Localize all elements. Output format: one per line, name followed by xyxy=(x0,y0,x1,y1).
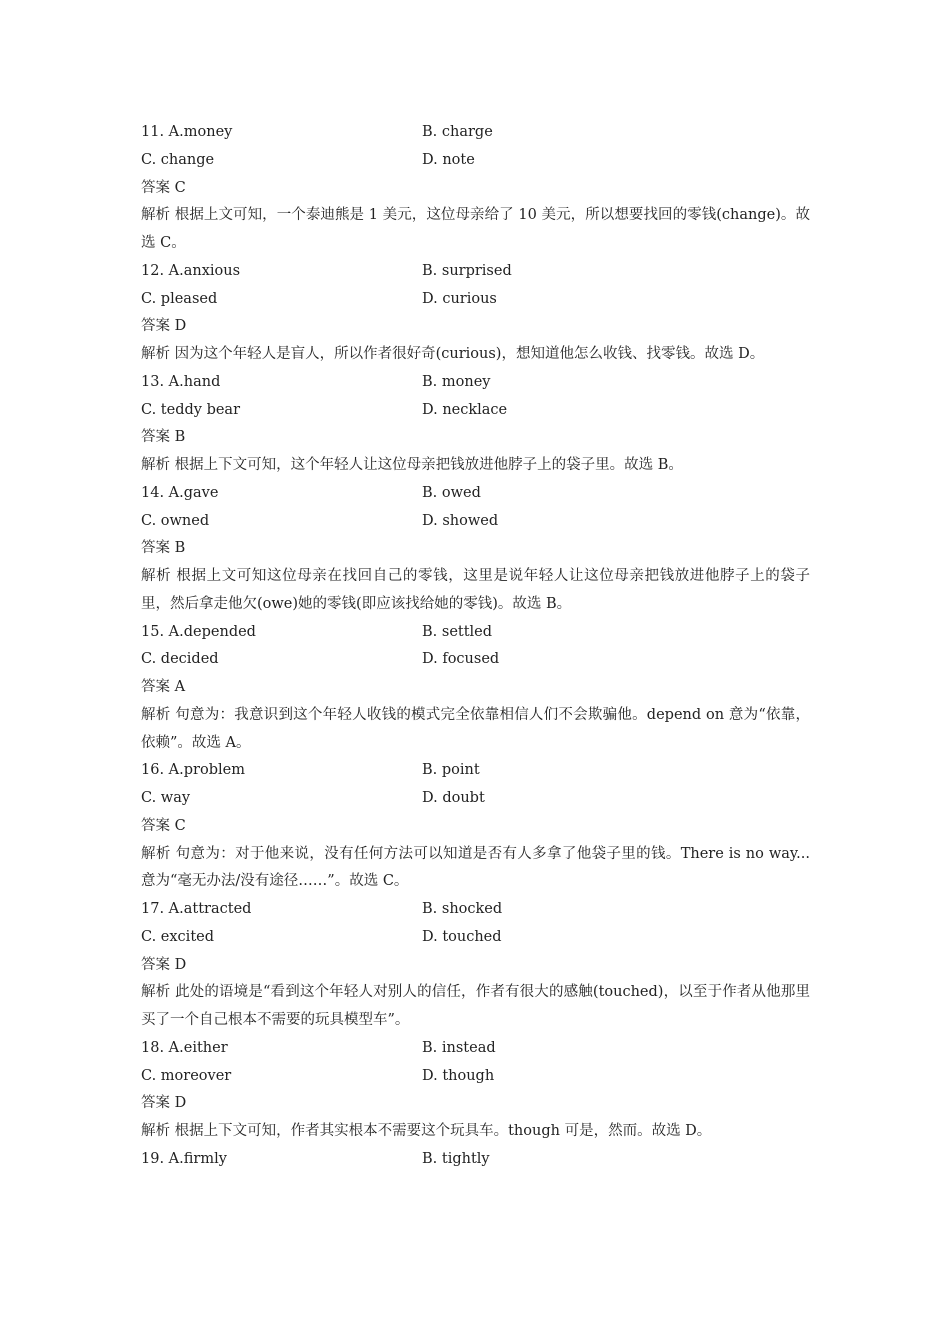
analysis-paragraph: 解析 句意为：我意识到这个年轻人收钱的模式完全依靠相信人们不会欺骗他。depend on 意为“依靠，依赖”。故选 A。 xyxy=(141,706,810,751)
option-c: C. owned xyxy=(141,512,210,529)
option-row xyxy=(141,619,810,647)
option-c: C. excited xyxy=(141,928,215,945)
answer-line: 答案 A xyxy=(141,679,186,695)
option-row xyxy=(141,1035,810,1063)
option-a: 13. A.hand xyxy=(141,373,221,390)
option-c: C. teddy bear xyxy=(141,401,241,418)
option-a: 19. A.firmly xyxy=(141,1150,227,1167)
option-row xyxy=(141,369,810,397)
option-c: C. decided xyxy=(141,651,219,668)
option-b: B. tightly xyxy=(422,1150,490,1167)
option-c: C. way xyxy=(141,790,191,806)
answer-line: 答案 B xyxy=(141,540,186,557)
option-d: D. focused xyxy=(422,651,500,668)
option-a: 15. A.depended xyxy=(141,623,256,640)
option-b: B. money xyxy=(422,373,491,390)
analysis-paragraph: 解析 因为这个年轻人是盲人，所以作者很好奇(curious)，想知道他怎么收钱、找零钱。故选 D。 xyxy=(141,346,765,362)
answer-line: 答案 C xyxy=(141,179,186,196)
answer-line: 答案 C xyxy=(141,817,186,834)
option-a: 18. A.either xyxy=(141,1039,228,1056)
answer-line: 答案 D xyxy=(141,318,187,335)
option-a: 16. A.problem xyxy=(141,762,245,779)
option-row xyxy=(141,924,810,952)
answer-key-content xyxy=(141,119,810,1174)
option-d: D. curious xyxy=(422,290,497,307)
analysis-paragraph: 解析 根据上下文可知，这个年轻人让这位母亲把钱放进他脖子上的袋子里。故选 B。 xyxy=(141,457,683,473)
option-b: B. surprised xyxy=(422,262,512,279)
option-row xyxy=(141,508,810,536)
option-d: D. though xyxy=(422,1067,495,1084)
option-row xyxy=(141,757,810,785)
analysis-paragraph: 解析 句意为：对于他来说，没有任何方法可以知道是否有人多拿了他袋子里的钱。There is no way... 意为“毫无办法/没有途径……”。故选 C。 xyxy=(141,845,810,890)
option-a: 14. A.gave xyxy=(141,484,219,501)
option-a: 12. A.anxious xyxy=(141,262,241,279)
option-b: B. charge xyxy=(422,124,493,140)
analysis-paragraph: 解析 根据上文可知，一个泰迪熊是 1 美元，这位母亲给了 10 美元，所以想要找回的零钱(change)。故选 C。 xyxy=(141,207,810,251)
option-row xyxy=(141,1146,810,1174)
answer-line: 答案 B xyxy=(141,429,186,446)
option-d: D. doubt xyxy=(422,790,485,806)
option-row xyxy=(141,1063,810,1091)
option-row xyxy=(141,397,810,425)
analysis-paragraph: 解析 此处的语境是“看到这个年轻人对别人的信任，作者有很大的感触(touched)，以至于作者从他那里买了一个自己根本不需要的玩具模型车”。 xyxy=(141,984,810,1028)
option-b: B. owed xyxy=(422,484,481,501)
option-c: C. moreover xyxy=(141,1067,232,1084)
option-row xyxy=(141,286,810,314)
option-row xyxy=(141,258,810,286)
option-row xyxy=(141,480,810,508)
option-row xyxy=(141,646,810,674)
option-c: C. change xyxy=(141,151,215,168)
answer-line: 答案 D xyxy=(141,1095,187,1112)
option-c: C. pleased xyxy=(141,290,218,307)
analysis-paragraph: 解析 根据上文可知这位母亲在找回自己的零钱，这里是说年轻人让这位母亲把钱放进他脖子上的袋子里，然后拿走他欠(owe)她的零钱(即应该找给她的零钱)。故选 B。 xyxy=(141,568,810,612)
option-d: D. showed xyxy=(422,512,499,529)
option-row xyxy=(141,785,810,813)
option-b: B. settled xyxy=(422,623,493,640)
option-row xyxy=(141,896,810,924)
analysis-paragraph: 解析 根据上下文可知，作者其实根本不需要这个玩具车。though 可是，然而。故选 D。 xyxy=(141,1123,712,1139)
option-a: 11. A.money xyxy=(141,124,233,140)
option-d: D. note xyxy=(422,151,475,168)
option-a: 17. A.attracted xyxy=(141,901,252,917)
option-row xyxy=(141,147,810,175)
option-b: B. point xyxy=(422,762,480,779)
option-b: B. shocked xyxy=(422,901,503,917)
answer-line: 答案 D xyxy=(141,956,187,973)
option-row xyxy=(141,119,810,147)
option-d: D. necklace xyxy=(422,401,508,418)
option-d: D. touched xyxy=(422,928,502,945)
option-b: B. instead xyxy=(422,1039,496,1056)
